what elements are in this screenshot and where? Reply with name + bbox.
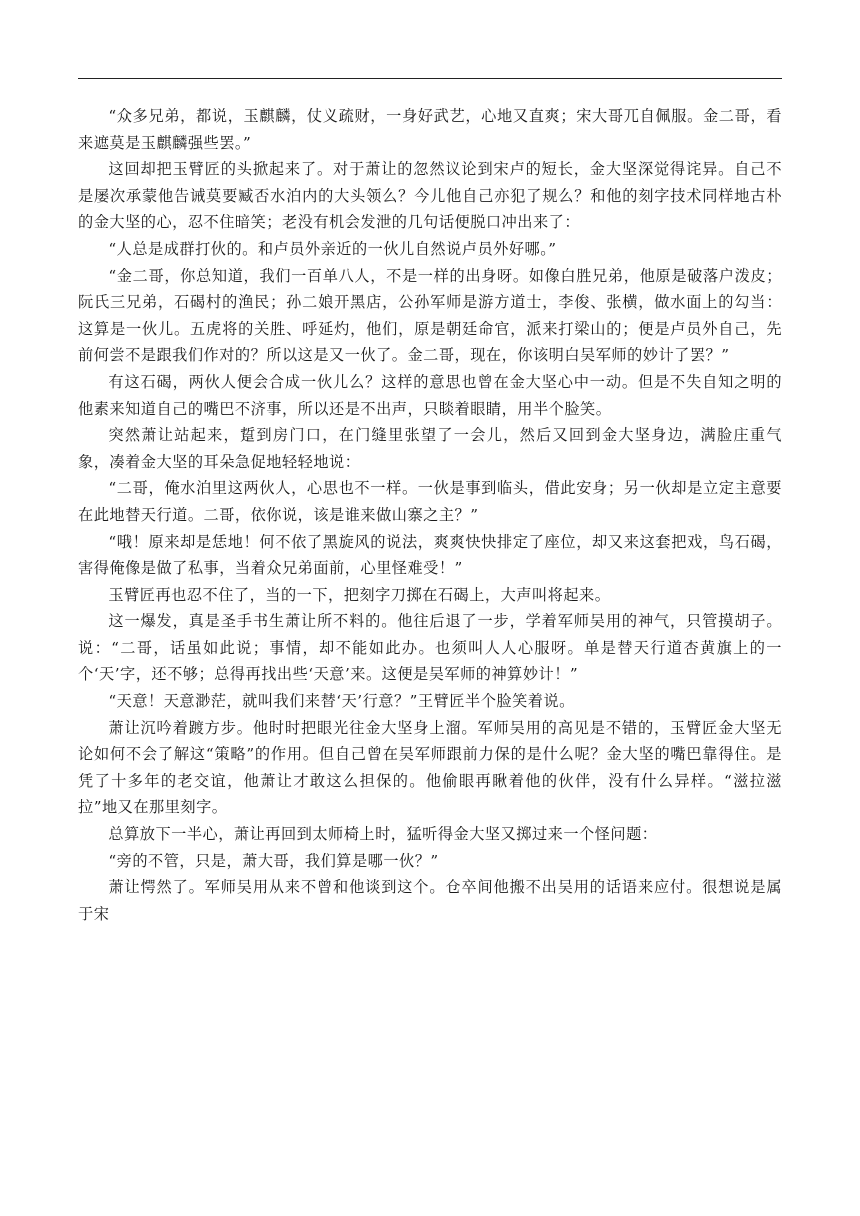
paragraph: 萧让沉吟着踱方步。他时时把眼光往金大坚身上溜。军师吴用的高见是不错的，玉臂匠金大坚无论如何不会了解这“策略”的作用。但自己曾在吴军师跟前力保的是什么呢？金大坚的嘴巴靠得住。是凭了十多年的老交谊，他萧让才敢这么担保的。他偷眼再瞅着他的伙伴，没有什么异样。“滋拉滋拉”地又在那里刻字。 [78, 718, 782, 817]
paragraph: “天意！天意渺茫，就叫我们来替‘天’行意？”王臂匠半个脸笑着说。 [108, 692, 575, 711]
paragraph: “旁的不管，只是，萧大哥，我们算是哪一伙？” [108, 851, 439, 870]
body-text [78, 103, 782, 927]
paragraph: 玉臂匠再也忍不住了，当的一下，把刻字刀掷在石碣上，大声叫将起来。 [108, 585, 611, 604]
paragraph: “金二哥，你总知道，我们一百单八人，不是一样的出身呀。如像白胜兄弟，他原是破落户泼皮；阮氏三兄弟，石碣村的渔民；孙二娘开黑店，公孙军师是游方道士，李俊、张横，做水面上的勾当：这算是一伙儿。五虎将的关胜、呼延灼，他们，原是朝廷命官，派来打梁山的；便是卢员外自己，先前何尝不是跟我们作对的？所以这是又一伙了。金二哥，现在，你该明白吴军师的妙计了罢？” [78, 266, 782, 365]
paragraph: 有这石碣，两伙人便会合成一伙儿么？这样的意思也曾在金大坚心中一动。但是不失自知之明的他素来知道自己的嘴巴不济事，所以还是不出声，只睒着眼睛，用半个脸笑。 [78, 372, 782, 418]
paragraph: “人总是成群打伙的。和卢员外亲近的一伙儿自然说卢员外好哪。” [108, 239, 557, 258]
paragraph: 这一爆发，真是圣手书生萧让所不料的。他往后退了一步，学着军师吴用的神气，只管摸胡子。说：“二哥，话虽如此说；事情，却不能如此办。也须叫人人心服呀。单是替天行道杏黄旗上的一个‘天’字，还不够；总得再找出些‘天意’来。这便是吴军师的神算妙计！” [78, 612, 782, 684]
paragraph: 这回却把玉臂匠的头掀起来了。对于萧让的忽然议论到宋卢的短长，金大坚深觉得诧异。自己不是屡次承蒙他告诫莫要臧否水泊内的大头领么？今儿他自己亦犯了规么？和他的刻字技术同样地古朴的金大坚的心，忍不住暗笑；老没有机会发泄的几句话便脱口冲出来了： [78, 160, 782, 232]
paragraph: 总算放下一半心，萧让再回到太师椅上时，猛听得金大坚又掷过来一个怪问题： [108, 825, 658, 844]
header-rule [78, 78, 782, 79]
paragraph: “哦！原来却是恁地！何不依了黑旋风的说法，爽爽快快排定了座位，却又来这套把戏，鸟石碣，害得俺像是做了私事，当着众兄弟面前，心里怪难受！” [78, 532, 782, 578]
paragraph: “二哥，俺水泊里这两伙人，心思也不一样。一伙是事到临头，借此安身；另一伙却是立定主意要在此地替天行道。二哥，依你说，该是谁来做山寨之主？” [78, 479, 782, 524]
paragraph: 萧让愕然了。军师吴用从来不曾和他谈到这个。仓卒间他搬不出吴用的话语来应付。很想说是属于宋 [78, 878, 782, 923]
paragraph: “众多兄弟，都说，玉麒麟，仗义疏财，一身好武艺，心地又直爽；宋大哥兀自佩服。金二哥，看来遮莫是玉麒麟强些罢。” [78, 107, 782, 152]
paragraph: 突然萧让站起来，踅到房门口，在门缝里张望了一会儿，然后又回到金大坚身边，满脸庄重气象，凑着金大坚的耳朵急促地轻轻地说： [78, 426, 782, 471]
